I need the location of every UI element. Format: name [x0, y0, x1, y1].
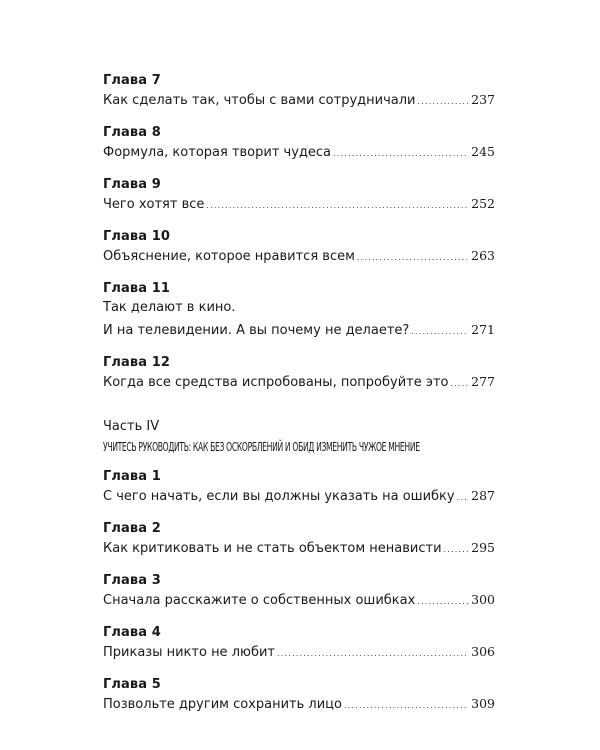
toc-line: [103, 193, 495, 217]
toc-entry: [103, 124, 495, 165]
dot-leader: [357, 247, 468, 269]
toc-line: [103, 589, 495, 613]
chapter-title: С чего начать, если вы должны указать на ошибку: [103, 489, 455, 504]
toc-line: [103, 89, 495, 113]
dot-leader: [451, 373, 469, 395]
chapter-title: Когда все средства испробованы, попробуйте это: [103, 375, 449, 390]
page-number: 271: [471, 322, 495, 337]
chapter-label: Глава 10: [103, 229, 170, 244]
chapter-label: Глава 9: [103, 177, 161, 192]
dot-leader: [344, 695, 468, 717]
toc-entry: [103, 520, 495, 561]
dot-leader: [411, 321, 468, 343]
chapter-label: Глава 5: [103, 677, 161, 692]
chapter-label: Глава 4: [103, 625, 161, 640]
toc-entry: [103, 468, 495, 509]
chapter-label: Глава 3: [103, 573, 161, 588]
toc-line: [103, 485, 495, 509]
toc-entry: [103, 354, 495, 395]
dot-leader: [457, 487, 469, 509]
page-number: 306: [471, 644, 495, 659]
dot-leader: [444, 539, 469, 561]
dot-leader: [277, 643, 468, 665]
chapter-title: Позвольте другим сохранить лицо: [103, 697, 342, 712]
toc-entry: [103, 228, 495, 269]
table-of-contents: [103, 72, 495, 728]
toc-entry: [103, 572, 495, 613]
toc-line: [103, 141, 495, 165]
page-number: 295: [471, 540, 495, 555]
chapter-title: Как критиковать и не стать объектом ненависти: [103, 541, 442, 556]
part-heading: [103, 418, 495, 458]
chapter-title: Формула, которая творит чудеса: [103, 145, 332, 160]
toc-entry: [103, 676, 495, 717]
chapter-title: Как сделать так, чтобы с вами сотрудничали: [103, 93, 416, 108]
toc-line: [103, 245, 495, 269]
page-number: 237: [471, 92, 495, 107]
page-number: 300: [471, 592, 495, 607]
toc-entry: [103, 176, 495, 217]
page-number: 245: [471, 144, 495, 159]
dot-leader: [206, 195, 468, 217]
chapter-title: Сначала расскажите о собственных ошибках: [103, 593, 416, 608]
toc-entry: [103, 280, 495, 343]
chapter-title: Чего хотят все: [103, 197, 205, 212]
toc-line: [103, 371, 495, 395]
dot-leader: [417, 591, 468, 613]
page-number: 309: [471, 696, 495, 711]
chapter-label: Глава 11: [103, 281, 170, 296]
chapter-label: Глава 8: [103, 125, 161, 140]
toc-entry: [103, 72, 495, 113]
chapter-label: Глава 1: [103, 469, 161, 484]
chapter-title: Объяснение, которое нравится всем: [103, 249, 355, 264]
toc-line: [103, 693, 495, 717]
dot-leader: [418, 91, 469, 113]
toc-line: [103, 537, 495, 561]
chapter-title: И на телевидении. А вы почему не делаете?: [103, 323, 410, 338]
part-label: Часть IV: [103, 419, 160, 434]
page-number: 277: [471, 374, 495, 389]
chapter-label: Глава 12: [103, 355, 170, 370]
part-title: УЧИТЕСЬ РУКОВОДИТЬ: КАК БЕЗ ОСКОРБЛЕНИЙ И ОБИД ИЗМЕНИТЬ ЧУЖОЕ МНЕНИЕ: [103, 439, 420, 454]
chapter-label: Глава 7: [103, 73, 161, 88]
page-number: 252: [471, 196, 495, 211]
page-number: 263: [471, 248, 495, 263]
dot-leader: [333, 143, 468, 165]
chapter-title: Приказы никто не любит: [103, 645, 275, 660]
toc-line: [103, 319, 495, 343]
page-number: 287: [471, 488, 495, 503]
chapter-title-line1: Так делают в кино.: [103, 300, 236, 315]
toc-entry: [103, 624, 495, 665]
chapter-label: Глава 2: [103, 521, 161, 536]
toc-line: [103, 641, 495, 665]
